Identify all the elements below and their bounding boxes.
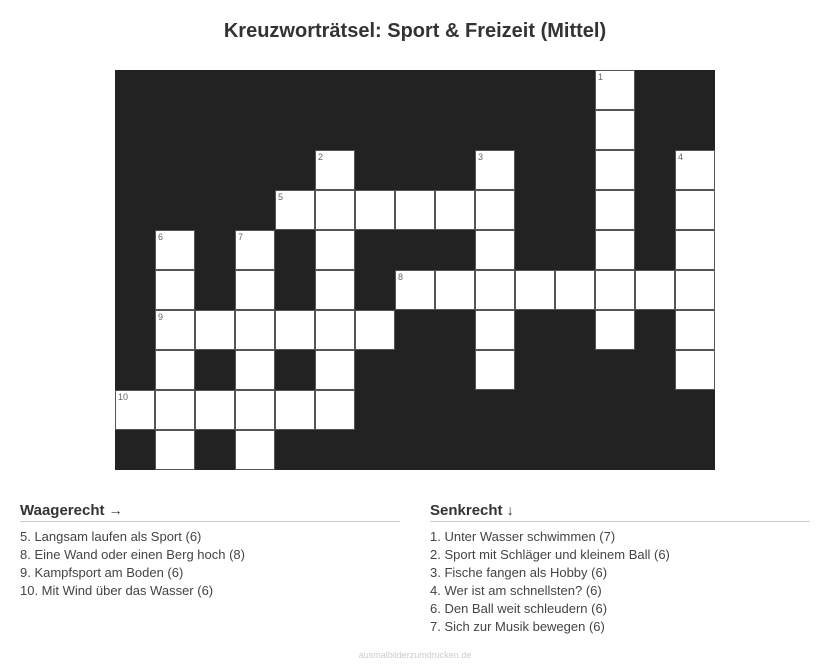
grid-cell[interactable] xyxy=(595,70,635,110)
grid-cell[interactable] xyxy=(315,390,355,430)
grid-cell[interactable] xyxy=(435,270,475,310)
clue-number: 3 xyxy=(478,152,484,162)
grid-cell[interactable] xyxy=(115,390,155,430)
grid-cell[interactable] xyxy=(515,270,555,310)
grid-cell[interactable] xyxy=(235,230,275,270)
grid-cell[interactable] xyxy=(675,350,715,390)
down-clues-section xyxy=(430,500,810,636)
grid-cell[interactable] xyxy=(235,310,275,350)
grid-cell[interactable] xyxy=(275,190,315,230)
across-heading-label: Waagerecht xyxy=(20,502,105,519)
clue-number: 8 xyxy=(398,272,404,282)
grid-cell[interactable] xyxy=(595,150,635,190)
grid-cell[interactable] xyxy=(235,270,275,310)
grid-cell[interactable] xyxy=(675,150,715,190)
clue-number: 10 xyxy=(118,392,129,402)
grid-cell[interactable] xyxy=(435,190,475,230)
grid-cell[interactable] xyxy=(235,430,275,470)
grid-cell[interactable] xyxy=(675,310,715,350)
down-clue-list xyxy=(430,528,810,636)
arrow-right-icon: → xyxy=(108,502,123,518)
grid-cell[interactable] xyxy=(675,230,715,270)
grid-cell[interactable] xyxy=(555,270,595,310)
grid-cell[interactable] xyxy=(155,230,195,270)
grid-cell[interactable] xyxy=(275,390,315,430)
down-heading xyxy=(430,500,810,522)
grid-cell[interactable] xyxy=(315,190,355,230)
clue-number: 7 xyxy=(238,232,244,242)
grid-cell[interactable] xyxy=(195,310,235,350)
grid-cell[interactable] xyxy=(595,270,635,310)
grid-cell[interactable] xyxy=(355,310,395,350)
across-clue: 10. Mit Wind über das Wasser (6) xyxy=(20,583,214,598)
grid-cell[interactable] xyxy=(635,270,675,310)
clue-number: 6 xyxy=(158,232,164,242)
grid-cell[interactable] xyxy=(315,310,355,350)
grid-cell[interactable] xyxy=(475,190,515,230)
grid-cell[interactable] xyxy=(275,310,315,350)
grid-cell[interactable] xyxy=(595,190,635,230)
grid-cell[interactable] xyxy=(475,150,515,190)
across-heading xyxy=(20,500,400,522)
grid-cell[interactable] xyxy=(155,350,195,390)
across-clue: 5. Langsam laufen als Sport (6) xyxy=(20,529,202,544)
clue-number: 9 xyxy=(158,312,164,322)
grid-cell[interactable] xyxy=(235,350,275,390)
down-clue: 3. Fische fangen als Hobby (6) xyxy=(430,565,608,580)
arrow-down-icon: ↓ xyxy=(506,502,514,518)
grid-cell[interactable] xyxy=(595,310,635,350)
grid-cell[interactable] xyxy=(315,270,355,310)
grid-cell[interactable] xyxy=(475,350,515,390)
grid-cell[interactable] xyxy=(675,190,715,230)
grid-cell[interactable] xyxy=(195,390,235,430)
down-clue: 7. Sich zur Musik bewegen (6) xyxy=(430,619,605,634)
grid-cell[interactable] xyxy=(595,110,635,150)
across-clue: 8. Eine Wand oder einen Berg hoch (8) xyxy=(20,547,245,562)
grid-cell[interactable] xyxy=(595,230,635,270)
down-clue: 6. Den Ball weit schleudern (6) xyxy=(430,601,608,616)
across-clue-list xyxy=(20,528,400,600)
grid-cell[interactable] xyxy=(315,350,355,390)
footer-credit: ausmalbilderzumdrucken.de xyxy=(358,650,472,660)
down-clue: 1. Unter Wasser schwimmen (7) xyxy=(430,529,616,544)
grid-cell[interactable] xyxy=(355,190,395,230)
down-heading-label: Senkrecht xyxy=(430,502,503,519)
clue-number: 5 xyxy=(278,192,284,202)
clue-number: 4 xyxy=(678,152,684,162)
grid-cell[interactable] xyxy=(675,270,715,310)
grid-cell[interactable] xyxy=(155,390,195,430)
grid-cell[interactable] xyxy=(235,390,275,430)
grid-cell[interactable] xyxy=(475,310,515,350)
grid-cell[interactable] xyxy=(155,310,195,350)
grid-cell[interactable] xyxy=(155,270,195,310)
across-clues-section xyxy=(20,500,400,600)
down-clue: 4. Wer ist am schnellsten? (6) xyxy=(430,583,602,598)
grid-cell[interactable] xyxy=(155,430,195,470)
clue-number: 2 xyxy=(318,152,324,162)
page-title: Kreuzworträtsel: Sport & Freizeit (Mittel) xyxy=(223,20,607,42)
down-clue: 2. Sport mit Schläger und kleinem Ball (6) xyxy=(430,547,670,562)
clue-number: 1 xyxy=(598,72,604,82)
crossword-grid xyxy=(115,70,715,470)
grid-cell[interactable] xyxy=(315,150,355,190)
grid-cell[interactable] xyxy=(475,230,515,270)
grid-cell[interactable] xyxy=(315,230,355,270)
grid-cell[interactable] xyxy=(475,270,515,310)
across-clue: 9. Kampfsport am Boden (6) xyxy=(20,565,184,580)
grid-cell[interactable] xyxy=(395,270,435,310)
grid-cell[interactable] xyxy=(395,190,435,230)
